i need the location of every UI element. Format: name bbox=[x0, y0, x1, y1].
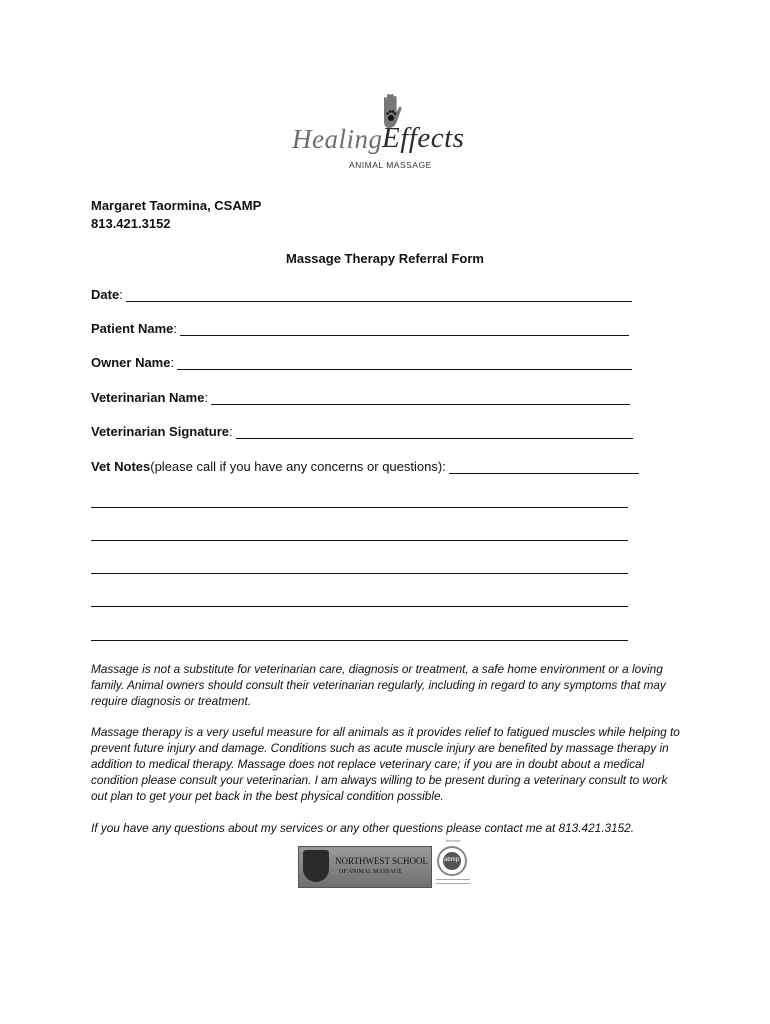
patient-name-input-line[interactable] bbox=[180, 322, 629, 336]
notes-line-5[interactable] bbox=[91, 640, 628, 641]
vet-notes-input-line[interactable] bbox=[449, 460, 639, 474]
veterinarian-name-colon: : bbox=[204, 390, 209, 405]
logo-subtitle: ANIMAL MASSAGE bbox=[349, 160, 432, 170]
vet-notes-label: Vet Notes bbox=[91, 459, 151, 474]
veterinarian-name-label: Veterinarian Name bbox=[91, 390, 205, 405]
abmp-member-text: member bbox=[446, 838, 461, 843]
owner-name-colon: : bbox=[170, 355, 175, 370]
veterinarian-signature-field bbox=[91, 421, 633, 439]
logo-script-healing: Healing bbox=[292, 124, 383, 154]
date-colon: : bbox=[119, 287, 123, 302]
therapist-name: Margaret Taormina, CSAMP bbox=[91, 198, 262, 213]
abmp-member-seal bbox=[436, 838, 470, 888]
disclaimer-paragraph: Massage is not a substitute for veterinarian care, diagnosis or treatment, a safe home environment or a loving family. Animal owners should consult their veterinarian regularly, including in regard to any symptoms that may require diagnosis or treatment. bbox=[91, 662, 666, 708]
notes-line-1[interactable] bbox=[91, 507, 628, 508]
therapy-info-paragraph: Massage therapy is a very useful measure for all animals as it provides relief to fatigued muscles while helping to prevent future injury and damage. Conditions such as acute muscle injury are benefited by massage therapy in addition to medical therapy. Massage does not replace veterinary care; if you are in doubt about a medical condition please consult your veterinarian. I am always willing to be present during a veterinary consult to work out plan to get your pet back in the best physical condition possible. bbox=[91, 725, 680, 803]
date-field bbox=[91, 284, 632, 302]
veterinarian-name-input-line[interactable] bbox=[211, 391, 630, 405]
vet-notes-field bbox=[91, 456, 639, 474]
veterinarian-signature-colon: : bbox=[229, 424, 233, 439]
school-name-line2: OF ANIMAL MASSAGE bbox=[339, 869, 402, 875]
veterinarian-signature-label: Veterinarian Signature bbox=[91, 424, 229, 439]
date-input-line[interactable] bbox=[126, 288, 632, 302]
patient-name-field bbox=[91, 318, 629, 336]
date-label: Date bbox=[91, 287, 120, 302]
patient-name-colon: : bbox=[173, 321, 177, 336]
abmp-caption-line bbox=[436, 879, 470, 880]
logo-script-effects: Effects bbox=[382, 122, 465, 154]
notes-line-3[interactable] bbox=[91, 573, 628, 574]
accreditation-seals bbox=[298, 838, 472, 888]
shield-icon bbox=[303, 850, 329, 882]
notes-line-2[interactable] bbox=[91, 540, 628, 541]
contact-paragraph: If you have any questions about my services or any other questions please contact me at 813.421.3152. bbox=[91, 821, 634, 835]
abmp-caption-line-2 bbox=[436, 883, 470, 884]
therapist-phone: 813.421.3152 bbox=[91, 216, 171, 231]
school-name-line1: NORTHWEST SCHOOL bbox=[335, 856, 429, 866]
abmp-text: abmp bbox=[444, 857, 460, 863]
form-title: Massage Therapy Referral Form bbox=[286, 251, 484, 266]
healing-effects-logo bbox=[286, 94, 486, 176]
veterinarian-name-field bbox=[91, 387, 630, 405]
notes-line-4[interactable] bbox=[91, 606, 628, 607]
vet-notes-instruction: (please call if you have any concerns or questions): bbox=[150, 459, 446, 474]
patient-name-label: Patient Name bbox=[91, 321, 174, 336]
owner-name-field bbox=[91, 352, 632, 370]
owner-name-label: Owner Name bbox=[91, 355, 171, 370]
owner-name-input-line[interactable] bbox=[177, 356, 632, 370]
northwest-school-logo bbox=[298, 846, 432, 888]
veterinarian-signature-input-line[interactable] bbox=[236, 425, 633, 439]
